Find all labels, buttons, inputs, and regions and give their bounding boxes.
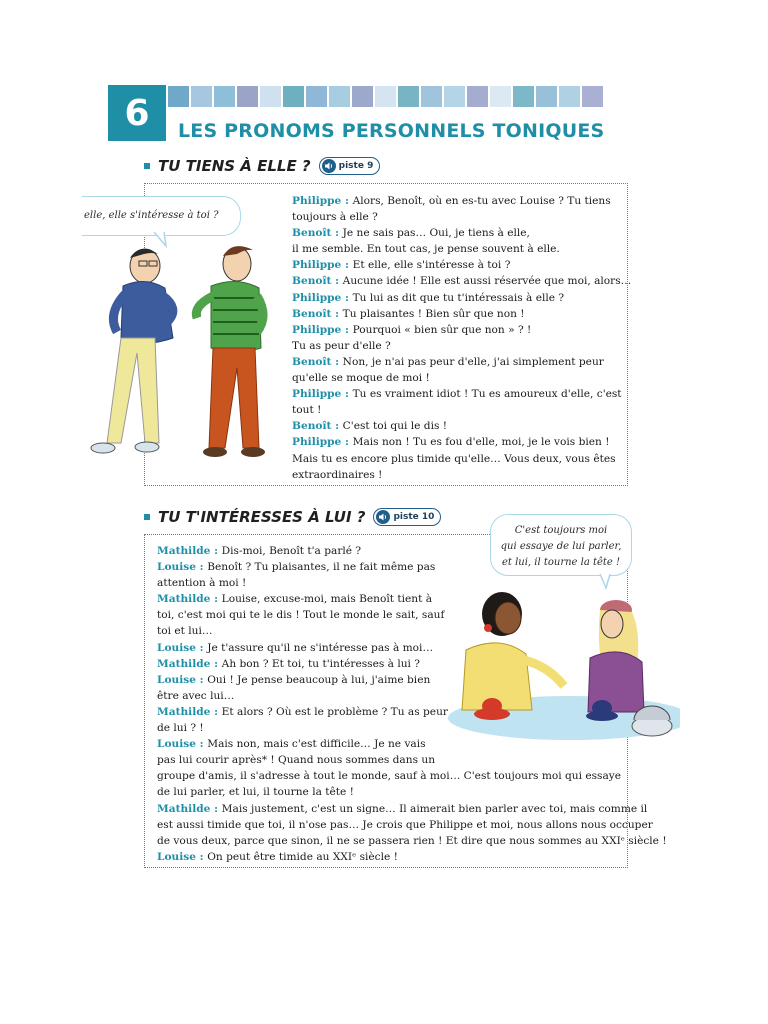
speaker-name: Louise : (157, 673, 208, 686)
dialogue-line (292, 209, 631, 225)
line-text: Dis-moi, Benoît t'a parlé ? (221, 545, 362, 557)
man-in-striped-sweater (196, 246, 265, 457)
speaker-name: Louise : (157, 561, 208, 574)
line-text: Benoît ? Tu plaisantes, il ne fait même pas (207, 561, 436, 574)
two-men-illustration (85, 238, 285, 468)
strip-swatch (467, 86, 488, 107)
audio-track-9-button[interactable] (319, 157, 381, 175)
dialogue-line (157, 623, 667, 639)
line-text: Non, je n'ai pas peur d'elle, j'ai simplement peur (342, 355, 604, 368)
speaker-name: Louise : (157, 850, 208, 863)
page-title: LES PRONOMS PERSONNELS TONIQUES (178, 120, 605, 142)
bubble-line: qui essaye de lui parler, (500, 541, 622, 552)
line-text: Ah bon ? Et toi, tu t'intéresses à lui ? (221, 657, 420, 670)
speaker-name: Mathilde : (157, 802, 222, 815)
dialogue-line (157, 704, 667, 720)
strip-swatch (237, 86, 258, 107)
line-text: qu'elle se moque de moi ! (292, 372, 430, 385)
dialogue-line (292, 467, 631, 483)
line-text: Tu es vraiment idiot ! Tu es amoureux d'elle, c'est (352, 388, 622, 401)
speaker-name: Louise : (157, 738, 208, 751)
line-text: groupe d'amis, il s'adresse à tout le monde, sauf à moi… C'est toujours moi qui essaye (157, 770, 622, 783)
dialogue-line (157, 559, 667, 575)
speaker-icon (322, 159, 336, 173)
dialogue-line (292, 241, 631, 257)
line-text: Et elle, elle s'intéresse à toi ? (352, 259, 511, 272)
speaker-name: Benoît : (292, 307, 343, 320)
strip-swatch (352, 86, 373, 107)
bubble-line: et lui, il tourne la tête ! (501, 557, 621, 568)
dialogue-line (292, 434, 631, 450)
dialogue-line (292, 402, 631, 418)
dialogue-line (157, 817, 667, 833)
strip-swatch (329, 86, 350, 107)
dialogue-line (157, 768, 667, 784)
strip-swatch (582, 86, 603, 107)
dialogue-line (157, 801, 667, 817)
line-text: pas lui courir après* ! Quand nous sommes dans un (157, 754, 436, 767)
dialogue-line (157, 736, 667, 752)
strip-swatch (421, 86, 442, 107)
dialogue-line (292, 451, 631, 467)
speaker-name: Philippe : (292, 259, 353, 272)
audio-track-label: piste 10 (393, 512, 435, 522)
line-text: Louise, excuse-moi, mais Benoît tient à (221, 593, 433, 606)
line-text: Je t'assure qu'il ne s'intéresse pas à moi… (207, 641, 434, 654)
dialogue-line (292, 273, 631, 289)
line-text: il me semble. En tout cas, je pense souvent à elle. (292, 243, 560, 256)
dialogue-line (157, 688, 667, 704)
line-text: Mais tu es encore plus timide qu'elle… Vous deux, vous êtes (292, 452, 616, 465)
dialogue-line (157, 720, 667, 736)
line-text: Mais justement, c'est un signe… Il aimerait bien parler avec toi, mais comme il (221, 802, 648, 815)
bullet-square-icon (144, 163, 150, 169)
strip-swatch (398, 86, 419, 107)
dialogue-line (292, 257, 631, 273)
strip-swatch (444, 86, 465, 107)
speaker-name: Mathilde : (157, 657, 222, 670)
line-text: attention à moi ! (157, 577, 247, 590)
speaker-name: Louise : (157, 641, 208, 654)
strip-swatch (260, 86, 281, 107)
line-text: Pourquoi « bien sûr que non » ? ! (352, 323, 532, 336)
dialogue-line (292, 290, 631, 306)
line-text: être avec lui… (157, 689, 235, 702)
strip-swatch (306, 86, 327, 107)
speaker-name: Benoît : (292, 275, 343, 288)
dialogue-line (157, 752, 667, 768)
dialogue-line (292, 386, 631, 402)
speaker-name: Philippe : (292, 195, 353, 207)
dialogue-line (292, 225, 631, 241)
speaker-name: Philippe : (292, 388, 353, 401)
speaker-name: Philippe : (292, 291, 353, 304)
line-text: de lui ? ! (157, 722, 204, 735)
line-text: Tu as peur d'elle ? (292, 339, 391, 352)
strip-swatch (490, 86, 511, 107)
dialogue-line (292, 306, 631, 322)
line-text: Je ne sais pas… Oui, je tiens à elle, (342, 227, 530, 240)
speaker-name: Philippe : (292, 323, 353, 336)
dialogue-line (157, 543, 667, 559)
line-text: tout ! (292, 404, 322, 417)
strip-swatch (375, 86, 396, 107)
chapter-number: 6 (108, 85, 166, 141)
section-2-heading (144, 508, 441, 526)
speaker-name: Benoît : (292, 227, 343, 240)
dialogue-line (157, 591, 667, 607)
strip-swatch (513, 86, 534, 107)
section-1-heading (144, 157, 380, 175)
dialogue-line (292, 338, 631, 354)
line-text: est aussi timide que toi, il n'ose pas… Je crois que Philippe et moi, nous allons nous occuper (157, 818, 653, 831)
speaker-name: Benoît : (292, 420, 343, 433)
strip-swatch (191, 86, 212, 107)
dialogue-line (157, 640, 667, 656)
line-text: Tu plaisantes ! Bien sûr que non ! (342, 307, 525, 320)
dialogue-line (292, 193, 631, 209)
line-text: toi, c'est moi qui te le dis ! Tout le monde le sait, sauf (157, 609, 445, 622)
strip-swatch (214, 86, 235, 107)
dialogue-line (292, 322, 631, 338)
speaker-name: Benoît : (292, 355, 343, 368)
strip-swatch (283, 86, 304, 107)
line-text: Mais non, mais c'est difficile… Je ne vais (207, 738, 426, 751)
line-text: de lui parler, et lui, il tourne la tête ! (157, 786, 354, 799)
line-text: de vous deux, parce que sinon, il ne se passera rien ! Et dire que nous sommes au XXIᵉ siècle ! (157, 834, 667, 847)
audio-track-label: piste 9 (338, 161, 374, 171)
strip-swatch (536, 86, 557, 107)
dialogue-line (157, 672, 667, 688)
dialogue-2-text (157, 543, 667, 865)
line-text: On peut être timide au XXIᵉ siècle ! (207, 850, 398, 863)
line-text: Mais non ! Tu es fou d'elle, moi, je le vois bien ! (352, 436, 610, 449)
line-text: Aucune idée ! Elle est aussi réservée que moi, alors… (342, 275, 632, 288)
dialogue-1-text (292, 193, 631, 483)
bullet-square-icon (144, 514, 150, 520)
line-text: Tu lui as dit que tu t'intéressais à elle ? (352, 291, 565, 304)
dialogue-line (157, 575, 667, 591)
man-with-glasses (91, 249, 173, 453)
line-text: toujours à elle ? (292, 211, 378, 224)
speech-bubble-1: elle, elle s'intéresse à toi ? (82, 196, 241, 236)
strip-swatch (168, 86, 189, 107)
dialogue-line (292, 354, 631, 370)
dialogue-line (292, 418, 631, 434)
line-text: C'est toi qui le dis ! (342, 420, 448, 433)
dialogue-line (292, 370, 631, 386)
line-text: Alors, Benoît, où en es-tu avec Louise ? Tu tiens (352, 195, 611, 207)
speaker-name: Mathilde : (157, 593, 222, 606)
dialogue-line (157, 849, 667, 865)
dialogue-line (157, 784, 667, 800)
strip-swatch (559, 86, 580, 107)
dialogue-line (157, 833, 667, 849)
dialogue-line (157, 656, 667, 672)
dialogue-line (157, 607, 667, 623)
line-text: Et alors ? Où est le problème ? Tu as peur (221, 705, 448, 718)
speaker-name: Mathilde : (157, 705, 222, 718)
speaker-icon (376, 510, 390, 524)
section-1-title: TU TIENS À ELLE ? (158, 157, 311, 175)
speaker-name: Philippe : (292, 436, 353, 449)
section-2-title: TU T'INTÉRESSES À LUI ? (158, 508, 366, 526)
bubble-line: C'est toujours moi (514, 525, 608, 536)
speaker-name: Mathilde : (157, 545, 222, 557)
line-text: extraordinaires ! (292, 468, 383, 481)
audio-track-10-button[interactable] (373, 508, 441, 526)
decorative-color-strip (168, 86, 603, 107)
line-text: toi et lui… (157, 625, 213, 638)
line-text: Oui ! Je pense beaucoup à lui, j'aime bien (207, 673, 431, 686)
